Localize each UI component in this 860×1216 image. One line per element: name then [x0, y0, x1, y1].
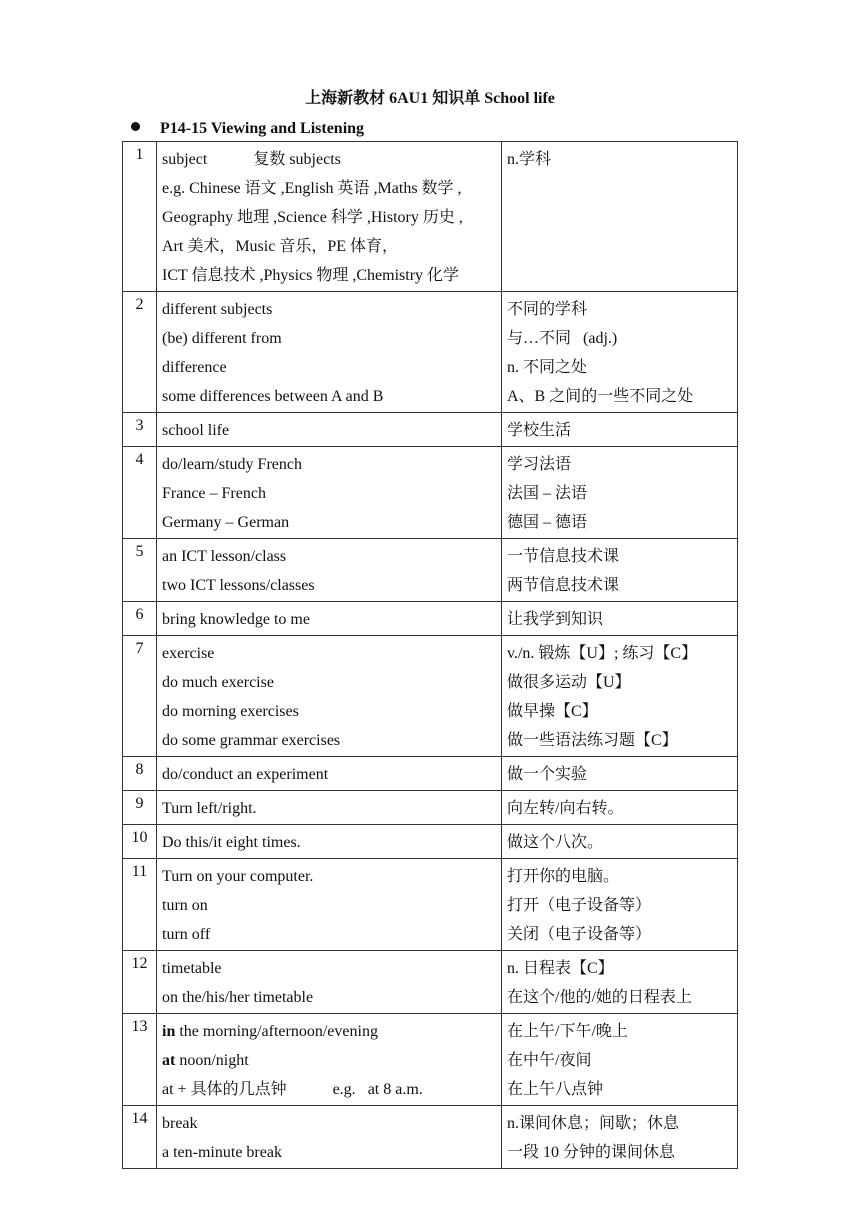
preposition-in: in [162, 1023, 176, 1040]
chinese-meaning: 一节信息技术课 [507, 548, 620, 565]
row-number: 6 [123, 602, 157, 636]
row-number: 8 [123, 757, 157, 791]
english-term: do much exercise [162, 674, 274, 691]
chinese-meaning: 一段 10 分钟的课间休息 [507, 1144, 676, 1161]
english-cell [157, 859, 502, 951]
english-term: the morning/afternoon/evening [175, 1023, 378, 1040]
chinese-meaning: 做一些语法练习题【C】 [507, 732, 678, 749]
chinese-cell [502, 1014, 738, 1106]
chinese-meaning: 在上午/下午/晚上 [507, 1023, 628, 1040]
chinese-meaning: A、B 之间的一些不同之处 [507, 388, 694, 405]
chinese-meaning: 关闭（电子设备等） [507, 926, 652, 943]
chinese-cell [502, 602, 738, 636]
table-row [123, 292, 738, 413]
row-number: 10 [123, 825, 157, 859]
english-term: do/conduct an experiment [162, 766, 329, 783]
english-term: do morning exercises [162, 703, 299, 720]
english-term: Turn on your computer. [162, 868, 314, 885]
english-term: an ICT lesson/class [162, 548, 287, 565]
table-row [123, 1014, 738, 1106]
english-term: do some grammar exercises [162, 732, 341, 749]
english-term: on the/his/her timetable [162, 989, 314, 1006]
english-cell [157, 1014, 502, 1106]
chinese-meaning: 学习法语 [507, 456, 572, 473]
table-row [123, 757, 738, 791]
english-term: turn off [162, 926, 211, 943]
chinese-cell [502, 292, 738, 413]
chinese-meaning: n. 日程表【C】 [507, 960, 614, 977]
chinese-meaning: n.学科 [507, 151, 552, 168]
row-number: 9 [123, 791, 157, 825]
row-number: 12 [123, 951, 157, 1014]
chinese-meaning: v./n. 锻炼【U】; 练习【C】 [507, 645, 698, 662]
row-number: 2 [123, 292, 157, 413]
table-row [123, 602, 738, 636]
part-of-speech: (adj.) [583, 330, 618, 347]
chinese-meaning: 法国 – 法语 [507, 485, 588, 502]
english-cell [157, 757, 502, 791]
english-term: Germany – German [162, 514, 290, 531]
english-cell [157, 1106, 502, 1169]
row-number: 1 [123, 142, 157, 292]
section-heading [131, 118, 364, 140]
chinese-cell [502, 825, 738, 859]
row-number: 13 [123, 1014, 157, 1106]
english-term: noon/night [175, 1052, 249, 1069]
english-term: timetable [162, 960, 222, 977]
english-term: e.g. Chinese 语文 ,English 英语 ,Maths 数学 , [162, 180, 462, 197]
row-number: 3 [123, 413, 157, 447]
chinese-meaning: n.课间休息；间歇；休息 [507, 1115, 680, 1132]
english-term: (be) different from [162, 330, 282, 347]
table-row [123, 539, 738, 602]
chinese-meaning: 让我学到知识 [507, 611, 604, 628]
chinese-meaning: 德国 – 德语 [507, 514, 588, 531]
table-row [123, 636, 738, 757]
english-cell [157, 636, 502, 757]
english-term: Geography 地理 ,Science 科学 ,History 历史 , [162, 209, 463, 226]
english-cell [157, 413, 502, 447]
english-cell [157, 791, 502, 825]
english-term: school life [162, 422, 230, 439]
bullet-icon [131, 122, 140, 131]
chinese-cell [502, 1106, 738, 1169]
example-term: at 8 a.m. [367, 1081, 423, 1098]
table-row [123, 791, 738, 825]
chinese-meaning: n. 不同之处 [507, 359, 588, 376]
chinese-cell [502, 859, 738, 951]
chinese-meaning: 做这个八次。 [507, 834, 604, 851]
document-title: 上海新教材 6AU1 知识单 School life [305, 90, 555, 107]
chinese-meaning: 学校生活 [507, 422, 572, 439]
chinese-meaning: 在中午/夜间 [507, 1052, 592, 1069]
english-term: difference [162, 359, 227, 376]
english-term: France – French [162, 485, 266, 502]
chinese-cell [502, 951, 738, 1014]
english-cell [157, 292, 502, 413]
table-row [123, 825, 738, 859]
table-row [123, 413, 738, 447]
chinese-cell [502, 447, 738, 539]
english-term: a ten-minute break [162, 1144, 282, 1161]
chinese-meaning: 做很多运动【U】 [507, 674, 631, 691]
row-number: 11 [123, 859, 157, 951]
vocabulary-table [122, 141, 738, 1169]
english-cell [157, 825, 502, 859]
chinese-meaning: 在这个/他的/她的日程表上 [507, 989, 692, 1006]
english-term: Do this/it eight times. [162, 834, 301, 851]
table-row [123, 447, 738, 539]
chinese-meaning: 打开你的电脑。 [507, 868, 620, 885]
english-term: break [162, 1115, 198, 1132]
chinese-meaning: 不同的学科 [507, 301, 588, 318]
chinese-meaning: 与…不同 [507, 330, 572, 347]
example-label: e.g. [332, 1081, 356, 1098]
english-cell [157, 142, 502, 292]
english-term: some differences between A and B [162, 388, 384, 405]
chinese-cell [502, 757, 738, 791]
chinese-meaning: 做早操【C】 [507, 703, 598, 720]
english-cell [157, 447, 502, 539]
table-row [123, 142, 738, 292]
chinese-cell [502, 539, 738, 602]
chinese-cell [502, 142, 738, 292]
table-row [123, 951, 738, 1014]
chinese-cell [502, 636, 738, 757]
table-row [123, 859, 738, 951]
english-term: different subjects [162, 301, 273, 318]
english-term: turn on [162, 897, 208, 914]
english-cell [157, 951, 502, 1014]
english-term: two ICT lessons/classes [162, 577, 315, 594]
english-term: subject [162, 151, 208, 168]
english-term: Art 美术，Music 音乐，PE 体育， [162, 238, 399, 255]
chinese-cell [502, 413, 738, 447]
chinese-meaning: 两节信息技术课 [507, 577, 620, 594]
row-number: 4 [123, 447, 157, 539]
section-heading-text: P14-15 Viewing and Listening [160, 120, 365, 137]
english-term: 复数 subjects [253, 151, 341, 168]
chinese-meaning: 打开（电子设备等） [507, 897, 652, 914]
english-cell [157, 602, 502, 636]
chinese-meaning: 做一个实验 [507, 766, 588, 783]
english-term: bring knowledge to me [162, 611, 310, 628]
english-term: ICT 信息技术 ,Physics 物理 ,Chemistry 化学 [162, 267, 460, 284]
row-number: 5 [123, 539, 157, 602]
preposition-at: at [162, 1052, 176, 1069]
row-number: 7 [123, 636, 157, 757]
row-number: 14 [123, 1106, 157, 1169]
table-row [123, 1106, 738, 1169]
english-term: at + 具体的几点钟 [162, 1081, 287, 1098]
chinese-meaning: 向左转/向右转。 [507, 800, 624, 817]
english-term: exercise [162, 645, 215, 662]
english-term: do/learn/study French [162, 456, 302, 473]
english-cell [157, 539, 502, 602]
chinese-cell [502, 791, 738, 825]
english-term: Turn left/right. [162, 800, 257, 817]
chinese-meaning: 在上午八点钟 [507, 1081, 604, 1098]
